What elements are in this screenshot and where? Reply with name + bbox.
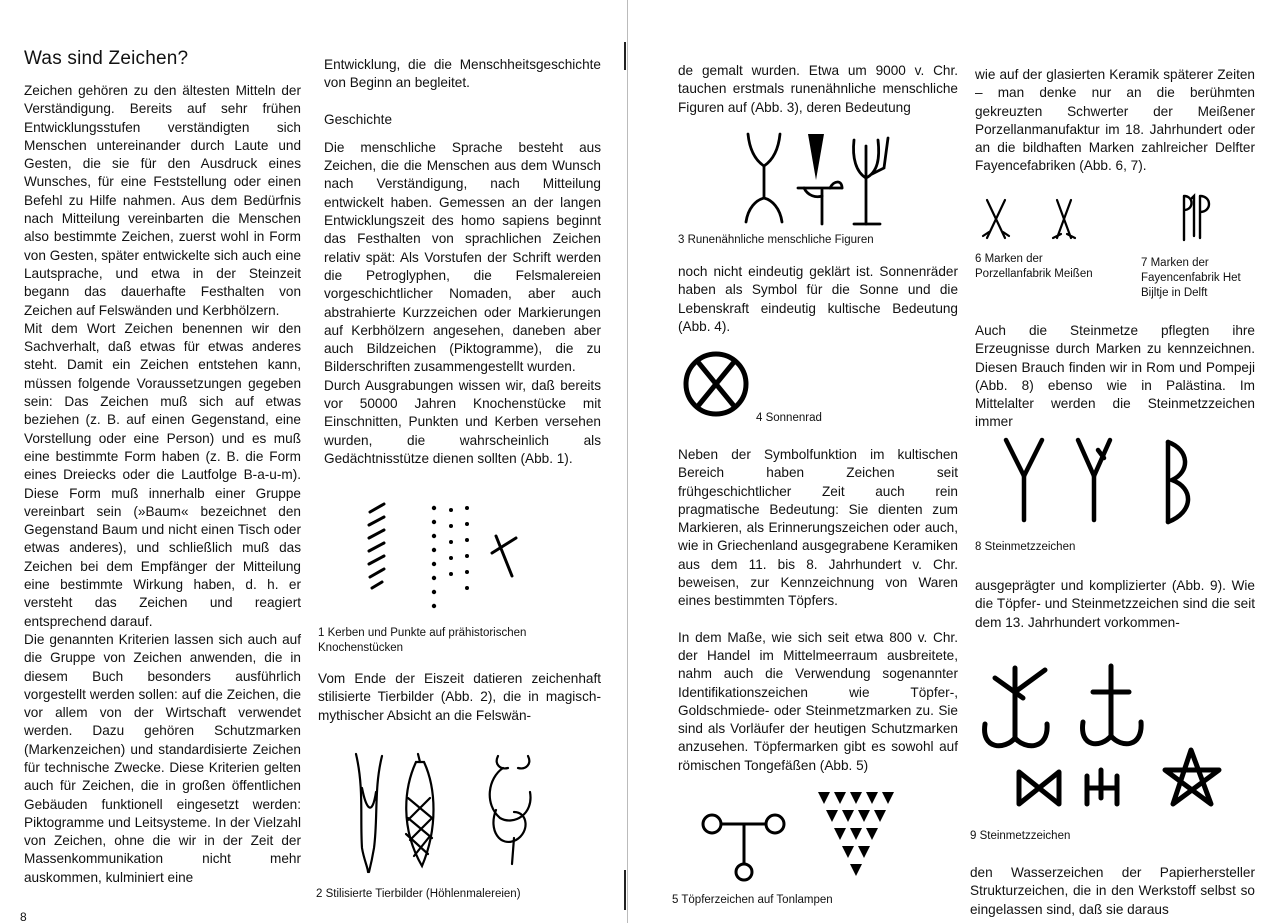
- figure-1-caption: 1 Kerben und Punkte auf prähistorischen Knochenstücken: [318, 627, 527, 654]
- column-2: [324, 56, 601, 468]
- column-3-continued: [678, 446, 958, 775]
- column-3-continued: [678, 263, 958, 336]
- figure-6-meissen-marks: [975, 196, 1095, 248]
- page-title: Was sind Zeichen?: [24, 48, 189, 69]
- paragraph: Mit dem Wort Zeichen benennen wir den Sachverhalt, daß etwas für etwas anderes steht. Damit ein Zeichen entstehen kann, müssen folgende Voraussetzungen gegeben sein: Das Zeichen muß sich auf etwas beziehen (z. B. auf einen Gegenstand, eine Vorstellung oder eine Person) und es muß eine bestimmte Form haben (z. B. die Form eines Dreiecks oder die Lautfolge B-a-u-m). Diese Form muß innerhalb einer Gruppe vereinbart sein (»Baum« bezeichnet den Gegenstand Baum und nicht einen Tisch oder etwas anderes), und schließlich muß das Zeichen bei dem Empfänger der Mitteilung eine bestimmte Wirkung haben, d. h. er versteht das Zeichen und reagiert entsprechend darauf.: [24, 320, 301, 629]
- paragraph: noch nicht eindeutig geklärt ist. Sonnenräder haben als Symbol für die Sonne und die Lebenskraft eindeutig kultische Bedeutung (Abb. 4).: [678, 264, 958, 334]
- gutter-mark: [624, 870, 626, 910]
- paragraph: Neben der Symbolfunktion im kultischen Bereich haben Zeichen seit frühgeschichtlicher Zeit auch rein pragmatische Bedeutung: Sie dienten zum Markieren, als Erinnerungszeichen oder auch, wie in Griechenland ausgegrabene Keramiken aus dem 11. bis 8. Jahrhundert v. Chr. beweisen, zur Kennzeichnung von Waren eines bestimmten Töpfers.: [678, 447, 958, 609]
- figure-4-caption: 4 Sonnenrad: [756, 412, 822, 424]
- figure-2-animal-drawings: [338, 748, 578, 878]
- paragraph: Durch Ausgrabungen wissen wir, daß bereits vor 50000 Jahren Knochenstücke mit Einschnitten, Punkten und Kerben versehen wurden, die wahrscheinlich als Gedächtnisstütze dienen sollten (Abb. 1).: [324, 377, 601, 466]
- paragraph: ausgeprägter und komplizierter (Abb. 9). Wie die Töpfer- und Steinmetzzeichen sind die seit dem 13. Jahrhundert vorkommen-: [975, 578, 1255, 630]
- figure-3-rune-figures: [738, 128, 898, 228]
- column-4-continued: [975, 577, 1255, 632]
- page-number: 8: [20, 910, 27, 924]
- column-2-continued: [318, 670, 601, 725]
- paragraph: In dem Maße, wie sich seit etwa 800 v. Chr. der Handel im Mittelmeerraum ausbreitete, nahm auch die Verwendung sogenannter Identifikationszeichen wie Töpfer-, Goldschmiede- oder Steinmetzmarken zu. Sie sind als Vorläufer der heutigen Schutzmarken anzusehen. Töpfermarken gibt es sowohl auf römischen Tongefäßen (Abb. 5): [678, 629, 958, 773]
- paragraph: den Wasserzeichen der Papierhersteller Strukturzeichen, die in den Werkstoff selbst so eingelassen sind, daß sie daraus: [970, 865, 1255, 917]
- figure-4-sun-wheel: [678, 348, 758, 420]
- figure-8-stonemason-marks: [1000, 436, 1210, 526]
- figure-3-caption: 3 Runenähnliche menschliche Figuren: [678, 234, 874, 246]
- paragraph: Die genannten Kriterien lassen sich auch auf die Gruppe von Zeichen anwenden, die in diesem Buch besonders ausführlich vorgestellt werden sollen: auf die Zeichen, die vor allem von der Wirtschaft verwendet werden. Dazu gehören Schutzmarken (Markenzeichen) und standardisierte Zeichen für technische Zwecke. Diese Kriterien gelten auch für Zeichen, die in großen öffentlichen Gebäuden funktionell eingesetzt werden: Piktogramme und Leitsysteme. In der Vielzahl von Zeichen, ohne die wir in der Zeit der Massenkommunikation nicht mehr auskommen, kulminiert eine: [24, 631, 301, 885]
- figure-5-potter-marks: [700, 788, 910, 884]
- figure-1-notches-dots: [364, 498, 544, 623]
- figure-5-caption: 5 Töpferzeichen auf Tonlampen: [672, 894, 833, 906]
- paragraph: Zeichen gehören zu den ältesten Mitteln der Verständigung. Bereits auf sehr frühen Entwicklungsstufen verständigten sich Menschen untereinander durch Laute und Gesten, die sie für den Ausdruck eines Wunsches, für eine Feststellung oder einen Befehl zu Hilfe nahmen. Aus dem Bedürfnis nach Mitteilung vereinbarten die Menschen also bestimmte Zeichen, zuerst wohl in Form von Gesten, später entwickelte sich auch eine Lautsprache, und etwa in der Steinzeit begann das dauerhafte Festhalten von Zeichen auf Felswänden und Kerbhölzern.: [24, 83, 301, 318]
- page-gutter: [627, 0, 628, 923]
- column-4-continued: [970, 864, 1255, 919]
- paragraph: Auch die Steinmetze pflegten ihre Erzeugnisse durch Marken zu kennzeichnen. Diesen Brauch finden wir in Rom und Pompeji (Abb. 8) ebenso wie in Palästina. Im Mittelalter werden die Steinmetzzeichen immer: [975, 323, 1255, 430]
- column-4-continued: [975, 322, 1255, 432]
- figure-2-caption: 2 Stilisierte Tierbilder (Höhlenmalereien): [316, 888, 521, 900]
- paragraph: wie auf der glasierten Keramik späterer Zeiten – man denke nur an die berühmten gekreuzten Schwerter der Meißener Porzellanmanufaktur im 18. Jahrhundert oder an die bildhaften Marken zahlreicher Delfter Fayencefabriken (Abb. 6, 7).: [975, 67, 1255, 174]
- section-heading: Geschichte: [324, 111, 393, 127]
- column-1: [24, 82, 301, 887]
- paragraph: Die menschliche Sprache besteht aus Zeichen, die die Menschen aus dem Wunsch nach Verständigung, nach Mitteilung entwickelt haben. Gemessen an der langen Entwicklungszeit des homo sapiens beginnt das Festhalten von sprachlichen Zeichen relativ spät: Als Vorstufen der Schrift werden die Petroglyphen, die Felsmalereien vorgeschichtlicher Nomaden, aber auch abstrahierte Kurzzeichen oder Markierungen auf Kerbhölzern angesehen, daneben aber auch Bildzeichen (Piktogramme), die zu Bilderschriften zusammengestellt wurden.: [324, 139, 601, 375]
- column-4: [975, 66, 1255, 176]
- gutter-mark: [624, 42, 626, 70]
- figure-9-caption: 9 Steinmetzzeichen: [970, 830, 1071, 842]
- paragraph: Entwicklung, die die Menschheitsgeschichte von Beginn an begleitet.: [324, 57, 601, 91]
- figure-7-caption: 7 Marken der Fayencenfabrik Het Bijltje in Delft: [1141, 257, 1241, 299]
- figure-6-caption: 6 Marken der Porzellanfabrik Meißen: [975, 253, 1093, 280]
- column-3: [678, 62, 958, 117]
- figure-7-delft-marks: [1180, 192, 1220, 244]
- paragraph: Vom Ende der Eiszeit datieren zeichenhaft stilisierte Tierbilder (Abb. 2), die in magisch-mythischer Absicht an die Felswän-: [318, 671, 601, 723]
- figure-8-caption: 8 Steinmetzzeichen: [975, 541, 1076, 553]
- paragraph: de gemalt wurden. Etwa um 9000 v. Chr. tauchen erstmals runenähnliche menschliche Figuren auf (Abb. 3), deren Bedeutung: [678, 63, 958, 115]
- figure-9-stonemason-marks: [975, 654, 1250, 822]
